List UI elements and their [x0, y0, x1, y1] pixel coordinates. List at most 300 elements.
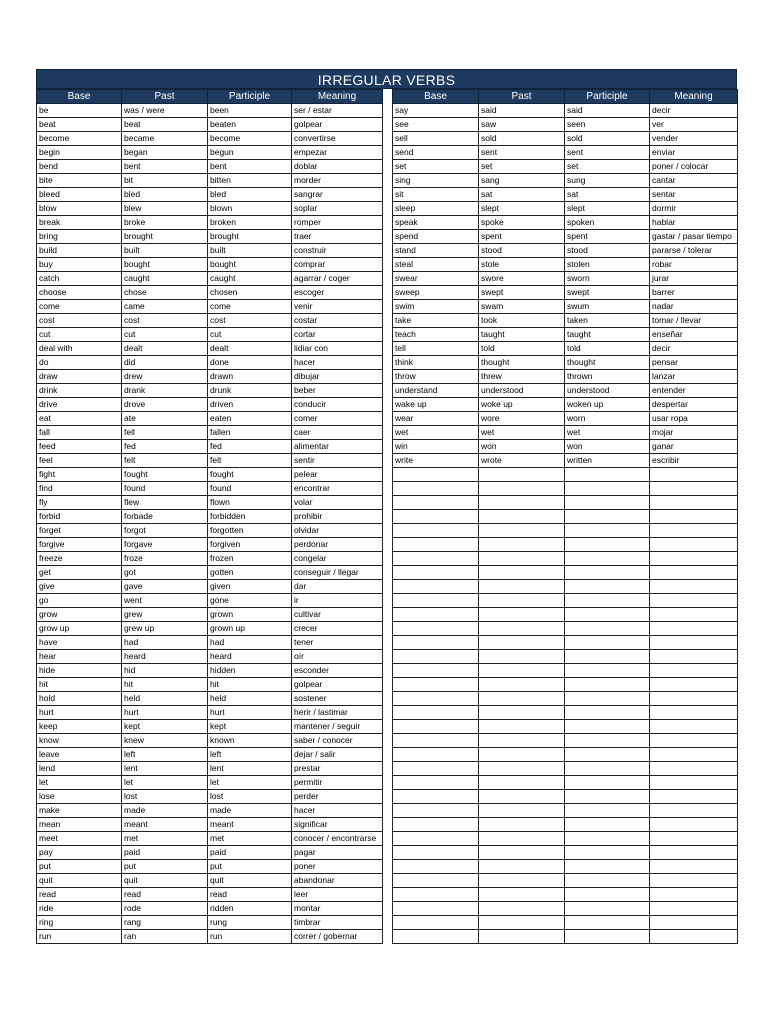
cell-meaning: morder	[292, 174, 383, 188]
verb-row	[37, 594, 383, 608]
cell-participle: slept	[565, 202, 650, 216]
cell-past	[479, 818, 565, 832]
cell-participle: sat	[565, 188, 650, 202]
cell-participle: rung	[208, 916, 292, 930]
cell-past: rang	[122, 916, 208, 930]
verb-row	[37, 580, 383, 594]
cell-past: quit	[122, 874, 208, 888]
verb-row	[37, 818, 383, 832]
cell-past: bled	[122, 188, 208, 202]
cell-past: brought	[122, 230, 208, 244]
cell-past: held	[122, 692, 208, 706]
cell-base	[393, 762, 479, 776]
cell-meaning: soplar	[292, 202, 383, 216]
cell-meaning: vender	[650, 132, 738, 146]
cell-base: build	[37, 244, 122, 258]
header-meaning: Meaning	[650, 90, 738, 104]
cell-past: spoke	[479, 216, 565, 230]
irregular-verbs-sheet	[36, 69, 737, 941]
cell-meaning: crecer	[292, 622, 383, 636]
cell-meaning: pagar	[292, 846, 383, 860]
verb-row	[37, 202, 383, 216]
cell-participle: worn	[565, 412, 650, 426]
verb-row	[393, 440, 738, 454]
cell-participle: read	[208, 888, 292, 902]
cell-meaning	[650, 524, 738, 538]
cell-meaning: escribir	[650, 454, 738, 468]
cell-past: let	[122, 776, 208, 790]
verb-row	[393, 174, 738, 188]
cell-participle	[565, 594, 650, 608]
empty-row	[393, 790, 738, 804]
cell-meaning: poner / colocar	[650, 160, 738, 174]
cell-participle: found	[208, 482, 292, 496]
cell-meaning: volar	[292, 496, 383, 510]
cell-past: became	[122, 132, 208, 146]
cell-past: sat	[479, 188, 565, 202]
cell-past: threw	[479, 370, 565, 384]
cell-past: rode	[122, 902, 208, 916]
cell-participle	[565, 734, 650, 748]
cell-meaning	[650, 608, 738, 622]
cell-meaning: prohibir	[292, 510, 383, 524]
cell-participle	[565, 902, 650, 916]
cell-past	[479, 510, 565, 524]
cell-base: beat	[37, 118, 122, 132]
cell-meaning: empezar	[292, 146, 383, 160]
cell-participle: become	[208, 132, 292, 146]
verb-row	[37, 370, 383, 384]
verb-row	[393, 230, 738, 244]
cell-base: freeze	[37, 552, 122, 566]
cell-past	[479, 692, 565, 706]
cell-past: grew	[122, 608, 208, 622]
cell-past: stood	[479, 244, 565, 258]
cell-participle: set	[565, 160, 650, 174]
cell-past	[479, 720, 565, 734]
cell-base	[393, 692, 479, 706]
cell-participle	[565, 706, 650, 720]
cell-base	[393, 832, 479, 846]
cell-participle: hit	[208, 678, 292, 692]
verb-row	[37, 342, 383, 356]
cell-participle	[565, 832, 650, 846]
cell-participle	[565, 678, 650, 692]
cell-base: choose	[37, 286, 122, 300]
cell-base	[393, 664, 479, 678]
cell-participle	[565, 748, 650, 762]
cell-meaning: dormir	[650, 202, 738, 216]
cell-participle	[565, 916, 650, 930]
empty-row	[393, 650, 738, 664]
verb-row	[37, 748, 383, 762]
verb-row	[37, 664, 383, 678]
cell-base	[393, 636, 479, 650]
cell-meaning: prestar	[292, 762, 383, 776]
cell-past	[479, 622, 565, 636]
verb-row	[37, 692, 383, 706]
cell-base: sell	[393, 132, 479, 146]
cell-base	[393, 720, 479, 734]
cell-base: grow	[37, 608, 122, 622]
cell-base	[393, 552, 479, 566]
cell-meaning: enseñar	[650, 328, 738, 342]
cell-past: fed	[122, 440, 208, 454]
cell-participle: held	[208, 692, 292, 706]
cell-participle: caught	[208, 272, 292, 286]
verb-row	[393, 118, 738, 132]
cell-past: caught	[122, 272, 208, 286]
cell-past: broke	[122, 216, 208, 230]
verb-row	[393, 412, 738, 426]
cell-past	[479, 566, 565, 580]
header-meaning: Meaning	[292, 90, 383, 104]
cell-meaning	[650, 496, 738, 510]
cell-meaning	[650, 804, 738, 818]
verb-row	[37, 706, 383, 720]
cell-participle: had	[208, 636, 292, 650]
verb-row	[37, 902, 383, 916]
cell-past	[479, 636, 565, 650]
cell-past: saw	[479, 118, 565, 132]
header-past: Past	[479, 90, 565, 104]
cell-participle: dealt	[208, 342, 292, 356]
empty-row	[393, 538, 738, 552]
cell-base: blow	[37, 202, 122, 216]
cell-participle	[565, 552, 650, 566]
cell-participle: told	[565, 342, 650, 356]
cell-past: swore	[479, 272, 565, 286]
cell-meaning: ver	[650, 118, 738, 132]
cell-meaning: esconder	[292, 664, 383, 678]
empty-row	[393, 468, 738, 482]
cell-base: set	[393, 160, 479, 174]
header-past: Past	[122, 90, 208, 104]
verb-row	[37, 244, 383, 258]
cell-meaning: cantar	[650, 174, 738, 188]
cell-base	[393, 496, 479, 510]
cell-meaning	[650, 748, 738, 762]
cell-participle	[565, 846, 650, 860]
cell-base: lose	[37, 790, 122, 804]
cell-participle	[565, 790, 650, 804]
cell-participle: taught	[565, 328, 650, 342]
cell-meaning	[650, 916, 738, 930]
cell-past: taught	[479, 328, 565, 342]
verb-row	[37, 300, 383, 314]
cell-meaning: hacer	[292, 804, 383, 818]
cell-participle: lost	[208, 790, 292, 804]
verb-row	[37, 650, 383, 664]
cell-participle	[565, 608, 650, 622]
verb-row	[393, 426, 738, 440]
cell-participle: fallen	[208, 426, 292, 440]
cell-past: put	[122, 860, 208, 874]
cell-participle: ridden	[208, 902, 292, 916]
verb-row	[37, 552, 383, 566]
cell-meaning: despertar	[650, 398, 738, 412]
cell-participle	[565, 888, 650, 902]
verb-row	[37, 412, 383, 426]
cell-participle: forbidden	[208, 510, 292, 524]
verb-row	[37, 104, 383, 118]
cell-base: send	[393, 146, 479, 160]
cell-meaning	[650, 594, 738, 608]
verb-row	[393, 454, 738, 468]
verbs-table-left-body	[37, 104, 383, 944]
empty-row	[393, 524, 738, 538]
cell-meaning: perdonar	[292, 538, 383, 552]
cell-participle	[565, 874, 650, 888]
cell-past: hurt	[122, 706, 208, 720]
cell-meaning	[650, 860, 738, 874]
verb-row	[393, 132, 738, 146]
cell-meaning	[650, 538, 738, 552]
cell-participle: hidden	[208, 664, 292, 678]
cell-participle: gone	[208, 594, 292, 608]
cell-base: fly	[37, 496, 122, 510]
cell-meaning: montar	[292, 902, 383, 916]
cell-participle: gotten	[208, 566, 292, 580]
cell-base: hold	[37, 692, 122, 706]
cell-base: become	[37, 132, 122, 146]
verb-row	[37, 216, 383, 230]
cell-meaning: usar ropa	[650, 412, 738, 426]
cell-base: mean	[37, 818, 122, 832]
cell-past	[479, 762, 565, 776]
verb-row	[37, 132, 383, 146]
cell-meaning	[650, 888, 738, 902]
cell-meaning	[650, 776, 738, 790]
cell-past	[479, 790, 565, 804]
cell-past	[479, 496, 565, 510]
cell-base	[393, 818, 479, 832]
cell-base: sleep	[393, 202, 479, 216]
cell-meaning	[650, 566, 738, 580]
cell-base: take	[393, 314, 479, 328]
cell-past: found	[122, 482, 208, 496]
cell-participle: cut	[208, 328, 292, 342]
cell-base: sing	[393, 174, 479, 188]
cell-participle	[565, 468, 650, 482]
cell-meaning: costar	[292, 314, 383, 328]
cell-past	[479, 468, 565, 482]
cell-past: sold	[479, 132, 565, 146]
cell-base: stand	[393, 244, 479, 258]
cell-meaning: sentir	[292, 454, 383, 468]
cell-past	[479, 860, 565, 874]
verb-row	[37, 524, 383, 538]
cell-meaning: nadar	[650, 300, 738, 314]
cell-participle: bitten	[208, 174, 292, 188]
verb-row	[37, 636, 383, 650]
cell-past	[479, 608, 565, 622]
cell-base	[393, 846, 479, 860]
cell-base	[393, 650, 479, 664]
cell-past: got	[122, 566, 208, 580]
cell-past	[479, 538, 565, 552]
cell-meaning	[650, 482, 738, 496]
cell-meaning	[650, 622, 738, 636]
cell-past	[479, 580, 565, 594]
cell-meaning: lidiar con	[292, 342, 383, 356]
cell-participle: quit	[208, 874, 292, 888]
cell-meaning: pelear	[292, 468, 383, 482]
cell-past: forgot	[122, 524, 208, 538]
cell-meaning: decir	[650, 342, 738, 356]
cell-base	[393, 734, 479, 748]
cell-base: bite	[37, 174, 122, 188]
cell-past: heard	[122, 650, 208, 664]
cell-meaning: sostener	[292, 692, 383, 706]
cell-base: sit	[393, 188, 479, 202]
cell-participle	[565, 692, 650, 706]
cell-participle: meant	[208, 818, 292, 832]
cell-past	[479, 706, 565, 720]
cell-meaning: golpear	[292, 678, 383, 692]
empty-row	[393, 734, 738, 748]
verb-row	[393, 272, 738, 286]
verb-row	[37, 776, 383, 790]
cell-past: sent	[479, 146, 565, 160]
empty-row	[393, 846, 738, 860]
cell-meaning: doblar	[292, 160, 383, 174]
verb-row	[393, 300, 738, 314]
verb-row	[37, 398, 383, 412]
cell-base: pay	[37, 846, 122, 860]
cell-base: quit	[37, 874, 122, 888]
cell-base: let	[37, 776, 122, 790]
cell-base: say	[393, 104, 479, 118]
cell-past: built	[122, 244, 208, 258]
cell-past: flew	[122, 496, 208, 510]
cell-participle: sent	[565, 146, 650, 160]
cell-participle: spent	[565, 230, 650, 244]
cell-meaning	[650, 706, 738, 720]
cell-participle: done	[208, 356, 292, 370]
header-row	[37, 90, 383, 104]
cell-meaning	[650, 692, 738, 706]
empty-row	[393, 762, 738, 776]
cell-participle: heard	[208, 650, 292, 664]
cell-past: wet	[479, 426, 565, 440]
cell-participle: seen	[565, 118, 650, 132]
cell-base: speak	[393, 216, 479, 230]
cell-base: come	[37, 300, 122, 314]
cell-base: fall	[37, 426, 122, 440]
empty-row	[393, 622, 738, 636]
cell-participle: fed	[208, 440, 292, 454]
cell-meaning: encontrar	[292, 482, 383, 496]
header-participle: Participle	[565, 90, 650, 104]
cell-participle	[565, 776, 650, 790]
cell-past: thought	[479, 356, 565, 370]
cell-participle: known	[208, 734, 292, 748]
cell-base: hit	[37, 678, 122, 692]
cell-past	[479, 804, 565, 818]
cell-participle	[565, 566, 650, 580]
cell-meaning: beber	[292, 384, 383, 398]
cell-meaning: caer	[292, 426, 383, 440]
empty-row	[393, 692, 738, 706]
verb-row	[37, 510, 383, 524]
cell-base: bend	[37, 160, 122, 174]
empty-row	[393, 636, 738, 650]
cell-meaning: tomar / llevar	[650, 314, 738, 328]
cell-meaning: conseguir / llegar	[292, 566, 383, 580]
cell-participle: met	[208, 832, 292, 846]
cell-past	[479, 832, 565, 846]
cell-participle: put	[208, 860, 292, 874]
cell-base	[393, 468, 479, 482]
cell-meaning: mantener / seguir	[292, 720, 383, 734]
header-base: Base	[37, 90, 122, 104]
cell-base: bring	[37, 230, 122, 244]
cell-meaning: perder	[292, 790, 383, 804]
empty-row	[393, 608, 738, 622]
empty-row	[393, 832, 738, 846]
cell-participle	[565, 650, 650, 664]
verb-row	[37, 356, 383, 370]
empty-row	[393, 804, 738, 818]
cell-past	[479, 776, 565, 790]
cell-participle: stolen	[565, 258, 650, 272]
empty-row	[393, 678, 738, 692]
cell-past: ran	[122, 930, 208, 944]
cell-base: lend	[37, 762, 122, 776]
cell-participle	[565, 482, 650, 496]
cell-past: paid	[122, 846, 208, 860]
cell-past: came	[122, 300, 208, 314]
cell-base: run	[37, 930, 122, 944]
cell-participle: sold	[565, 132, 650, 146]
verb-row	[37, 496, 383, 510]
verbs-table-right	[392, 89, 738, 944]
cell-base	[393, 678, 479, 692]
cell-meaning: decir	[650, 104, 738, 118]
cell-past: made	[122, 804, 208, 818]
cell-base: hurt	[37, 706, 122, 720]
cell-base: steal	[393, 258, 479, 272]
cell-participle: bled	[208, 188, 292, 202]
cell-meaning	[650, 510, 738, 524]
cell-meaning: abandonar	[292, 874, 383, 888]
cell-meaning: dibujar	[292, 370, 383, 384]
cell-base	[393, 748, 479, 762]
cell-past: spent	[479, 230, 565, 244]
verb-row	[37, 930, 383, 944]
cell-base: go	[37, 594, 122, 608]
cell-past: read	[122, 888, 208, 902]
cell-meaning: robar	[650, 258, 738, 272]
cell-base	[393, 916, 479, 930]
cell-base	[393, 706, 479, 720]
cell-base: do	[37, 356, 122, 370]
header-participle: Participle	[208, 90, 292, 104]
verb-row	[37, 538, 383, 552]
cell-participle: kept	[208, 720, 292, 734]
cell-past: hit	[122, 678, 208, 692]
verb-row	[37, 272, 383, 286]
verb-row	[37, 482, 383, 496]
cell-past	[479, 664, 565, 678]
cell-base: tell	[393, 342, 479, 356]
cell-meaning: cortar	[292, 328, 383, 342]
cell-meaning	[650, 720, 738, 734]
cell-past: knew	[122, 734, 208, 748]
cell-participle	[565, 510, 650, 524]
verb-row	[37, 286, 383, 300]
